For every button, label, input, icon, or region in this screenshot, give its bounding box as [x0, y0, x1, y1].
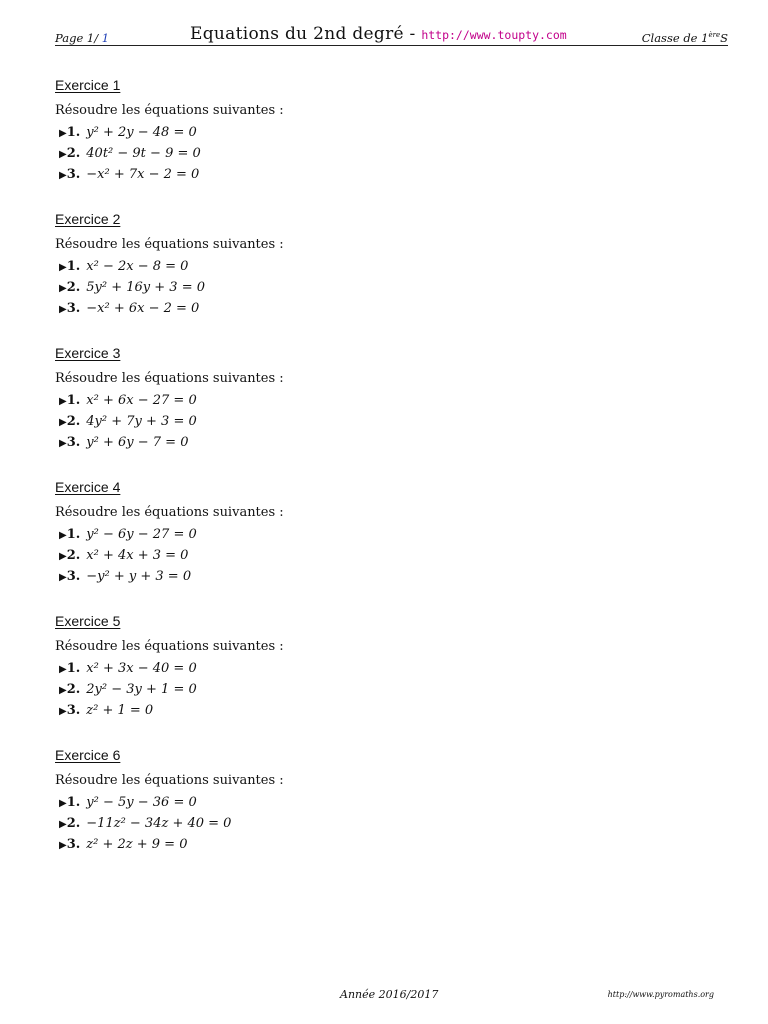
- item-number: 3.: [66, 435, 81, 450]
- equation: −x² + 7x − 2 = 0: [86, 167, 200, 182]
- exercise-title: Exercice 1: [55, 77, 121, 93]
- item-number: 2.: [66, 146, 81, 161]
- equation-item: [55, 164, 715, 185]
- exercise-block: [55, 208, 715, 319]
- equation: y² − 5y − 36 = 0: [86, 795, 197, 810]
- equation-item: [55, 524, 715, 545]
- page-label: Page 1/: [55, 31, 99, 45]
- equation: −x² + 6x − 2 = 0: [86, 301, 200, 316]
- exercise-title: Exercice 3: [55, 345, 121, 361]
- class-sup: ère: [708, 31, 721, 39]
- exercise-block: [55, 744, 715, 855]
- item-marker: [59, 569, 80, 584]
- triangle-right-icon: ▶: [59, 551, 67, 562]
- triangle-right-icon: ▶: [59, 819, 67, 830]
- item-marker: [59, 661, 80, 676]
- item-marker: [59, 795, 80, 810]
- item-marker: [59, 527, 80, 542]
- item-number: 1.: [66, 125, 81, 140]
- item-marker: [59, 125, 80, 140]
- equation-item: [55, 813, 715, 834]
- equation: −11z² − 34z + 40 = 0: [86, 816, 232, 831]
- item-number: 1.: [66, 259, 81, 274]
- item-marker: [59, 703, 80, 718]
- equation-item: [55, 122, 715, 143]
- class-prefix: Classe de 1: [641, 31, 709, 45]
- item-number: 1.: [66, 393, 81, 408]
- exercise-block: [55, 610, 715, 721]
- item-number: 3.: [66, 569, 81, 584]
- item-marker: [59, 414, 80, 429]
- equation-item: [55, 700, 715, 721]
- item-number: 2.: [66, 280, 81, 295]
- triangle-right-icon: ▶: [59, 304, 67, 315]
- footer-url-link[interactable]: http://www.pyromaths.org: [607, 990, 714, 999]
- equation: −y² + y + 3 = 0: [86, 569, 192, 584]
- item-marker: [59, 301, 80, 316]
- document-title: [190, 24, 567, 44]
- item-number: 2.: [66, 682, 81, 697]
- equation: 2y² − 3y + 1 = 0: [86, 682, 197, 697]
- exercise-instruction: Résoudre les équations suivantes :: [55, 639, 284, 654]
- exercise-list: [55, 74, 715, 878]
- triangle-right-icon: ▶: [59, 417, 67, 428]
- triangle-right-icon: ▶: [59, 170, 67, 181]
- equation-item: [55, 298, 715, 319]
- page-number: [55, 31, 109, 45]
- equation: 5y² + 16y + 3 = 0: [86, 280, 206, 295]
- triangle-right-icon: ▶: [59, 530, 67, 541]
- item-marker: [59, 548, 80, 563]
- triangle-right-icon: ▶: [59, 572, 67, 583]
- equation-item: [55, 658, 715, 679]
- header-rule: [55, 45, 728, 46]
- triangle-right-icon: ▶: [59, 283, 67, 294]
- item-number: 3.: [66, 703, 81, 718]
- item-number: 1.: [66, 527, 81, 542]
- triangle-right-icon: ▶: [59, 149, 67, 160]
- triangle-right-icon: ▶: [59, 840, 67, 851]
- item-marker: [59, 682, 80, 697]
- triangle-right-icon: ▶: [59, 706, 67, 717]
- triangle-right-icon: ▶: [59, 685, 67, 696]
- item-number: 3.: [66, 167, 81, 182]
- item-number: 3.: [66, 301, 81, 316]
- exercise-block: [55, 74, 715, 185]
- equation: z² + 2z + 9 = 0: [86, 837, 188, 852]
- equation-item: [55, 792, 715, 813]
- item-marker: [59, 435, 80, 450]
- item-number: 1.: [66, 661, 81, 676]
- equation: y² + 2y − 48 = 0: [86, 125, 197, 140]
- equation-item: [55, 566, 715, 587]
- triangle-right-icon: ▶: [59, 438, 67, 449]
- page-total-link[interactable]: 1: [101, 31, 110, 45]
- equation: x² + 6x − 27 = 0: [86, 393, 197, 408]
- exercise-title: Exercice 2: [55, 211, 121, 227]
- equation: z² + 1 = 0: [86, 703, 154, 718]
- equation-item: [55, 432, 715, 453]
- equation-item: [55, 277, 715, 298]
- equation: y² − 6y − 27 = 0: [86, 527, 197, 542]
- item-marker: [59, 259, 80, 274]
- exercise-instruction: Résoudre les équations suivantes :: [55, 103, 284, 118]
- equation-item: [55, 679, 715, 700]
- exercise-instruction: Résoudre les équations suivantes :: [55, 505, 284, 520]
- equation: 4y² + 7y + 3 = 0: [86, 414, 197, 429]
- equation: x² − 2x − 8 = 0: [86, 259, 189, 274]
- equation: y² + 6y − 7 = 0: [86, 435, 189, 450]
- triangle-right-icon: ▶: [59, 664, 67, 675]
- equation-item: [55, 143, 715, 164]
- exercise-block: [55, 342, 715, 453]
- triangle-right-icon: ▶: [59, 396, 67, 407]
- item-marker: [59, 393, 80, 408]
- exercise-title: Exercice 6: [55, 747, 121, 763]
- equation-item: [55, 834, 715, 855]
- equation: x² + 4x + 3 = 0: [86, 548, 189, 563]
- class-suffix: S: [720, 31, 728, 45]
- item-marker: [59, 816, 80, 831]
- exercise-title: Exercice 4: [55, 479, 121, 495]
- item-marker: [59, 280, 80, 295]
- title-url-link[interactable]: http://www.toupty.com: [421, 28, 567, 42]
- class-label: [642, 31, 728, 45]
- item-number: 3.: [66, 837, 81, 852]
- item-number: 2.: [66, 548, 81, 563]
- item-number: 2.: [66, 816, 81, 831]
- triangle-right-icon: ▶: [59, 128, 67, 139]
- footer-year: Année 2016/2017: [340, 988, 439, 1001]
- triangle-right-icon: ▶: [59, 262, 67, 273]
- exercise-instruction: Résoudre les équations suivantes :: [55, 371, 284, 386]
- equation-item: [55, 545, 715, 566]
- triangle-right-icon: ▶: [59, 798, 67, 809]
- item-number: 2.: [66, 414, 81, 429]
- item-marker: [59, 167, 80, 182]
- equation-item: [55, 390, 715, 411]
- equation-item: [55, 256, 715, 277]
- exercise-block: [55, 476, 715, 587]
- equation-item: [55, 411, 715, 432]
- item-marker: [59, 837, 80, 852]
- exercise-title: Exercice 5: [55, 613, 121, 629]
- equation: x² + 3x − 40 = 0: [86, 661, 197, 676]
- exercise-instruction: Résoudre les équations suivantes :: [55, 237, 284, 252]
- item-marker: [59, 146, 80, 161]
- title-text: Equations du 2nd degré -: [190, 24, 422, 44]
- exercise-instruction: Résoudre les équations suivantes :: [55, 773, 284, 788]
- page-header: [55, 24, 728, 46]
- item-number: 1.: [66, 795, 81, 810]
- equation: 40t² − 9t − 9 = 0: [86, 146, 201, 161]
